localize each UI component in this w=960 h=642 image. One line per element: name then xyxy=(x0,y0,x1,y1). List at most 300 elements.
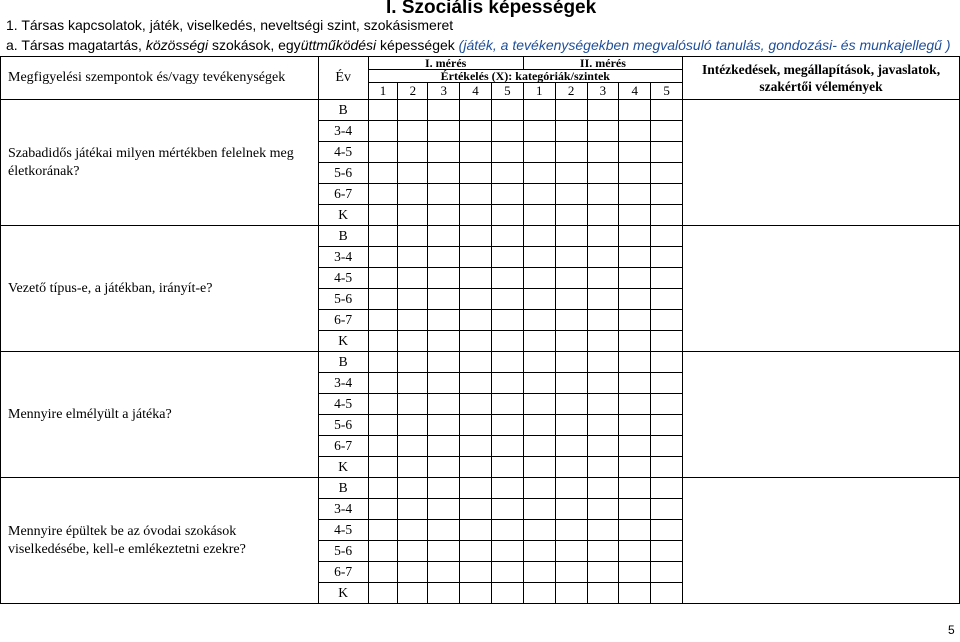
evaluation-cell[interactable] xyxy=(398,352,428,373)
evaluation-cell[interactable] xyxy=(587,121,619,142)
subsection-mid-2: képességek xyxy=(376,37,459,53)
evaluation-cell[interactable] xyxy=(523,142,555,163)
year-cell: 3-4 xyxy=(318,247,368,268)
evaluation-cell[interactable] xyxy=(368,331,398,352)
evaluation-cell[interactable] xyxy=(619,142,651,163)
evaluation-cell[interactable] xyxy=(587,373,619,394)
evaluation-cell[interactable] xyxy=(428,541,460,562)
evaluation-cell[interactable] xyxy=(460,100,492,121)
evaluation-cell[interactable] xyxy=(398,100,428,121)
evaluation-cell[interactable] xyxy=(398,331,428,352)
year-cell: K xyxy=(318,205,368,226)
evaluation-cell[interactable] xyxy=(491,226,523,247)
evaluation-cell[interactable] xyxy=(491,184,523,205)
evaluation-cell[interactable] xyxy=(587,583,619,604)
evaluation-cell[interactable] xyxy=(555,520,587,541)
evaluation-cell[interactable] xyxy=(651,520,683,541)
evaluation-cell[interactable] xyxy=(368,247,398,268)
evaluation-cell[interactable] xyxy=(523,163,555,184)
evaluation-cell[interactable] xyxy=(428,478,460,499)
evaluation-cell[interactable] xyxy=(555,289,587,310)
evaluation-cell[interactable] xyxy=(523,226,555,247)
evaluation-cell[interactable] xyxy=(587,205,619,226)
evaluation-cell[interactable] xyxy=(555,163,587,184)
subsection-activities: (játék, a tevékenységekben megvalósuló tanulás, gondozási- és munkajellegű ) xyxy=(458,37,951,53)
evaluation-cell[interactable] xyxy=(587,520,619,541)
evaluation-cell[interactable] xyxy=(587,289,619,310)
evaluation-cell[interactable] xyxy=(555,541,587,562)
measurement-2-header: II. mérés xyxy=(523,57,682,70)
level-header-m1-2: 2 xyxy=(398,83,428,100)
evaluation-cell[interactable] xyxy=(523,205,555,226)
evaluation-cell[interactable] xyxy=(460,268,492,289)
evaluation-cell[interactable] xyxy=(523,394,555,415)
evaluation-cell[interactable] xyxy=(368,184,398,205)
year-cell: 4-5 xyxy=(318,268,368,289)
evaluation-cell[interactable] xyxy=(523,310,555,331)
evaluation-cell[interactable] xyxy=(398,373,428,394)
evaluation-cell[interactable] xyxy=(368,142,398,163)
criterion-cell: Vezető típus-e, a játékban, irányít-e? xyxy=(1,226,319,352)
evaluation-cell[interactable] xyxy=(460,163,492,184)
evaluation-cell[interactable] xyxy=(523,289,555,310)
year-cell: 5-6 xyxy=(318,163,368,184)
evaluation-cell[interactable] xyxy=(398,205,428,226)
evaluation-cell[interactable] xyxy=(368,583,398,604)
notes-cell[interactable] xyxy=(683,478,960,604)
evaluation-cell[interactable] xyxy=(428,394,460,415)
evaluation-cell[interactable] xyxy=(523,121,555,142)
level-header-m1-5: 5 xyxy=(491,83,523,100)
year-cell: 6-7 xyxy=(318,436,368,457)
evaluation-cell[interactable] xyxy=(555,457,587,478)
evaluation-cell[interactable] xyxy=(587,499,619,520)
notes-cell[interactable] xyxy=(683,100,960,226)
evaluation-cell[interactable] xyxy=(651,331,683,352)
evaluation-cell[interactable] xyxy=(619,520,651,541)
evaluation-cell[interactable] xyxy=(587,562,619,583)
evaluation-cell[interactable] xyxy=(555,583,587,604)
subsection-italic-2: üttműködési xyxy=(300,37,377,53)
evaluation-cell[interactable] xyxy=(651,457,683,478)
criterion-cell: Mennyire épültek be az óvodai szokások viselkedésébe, kell-e emlékeztetni ezekre? xyxy=(1,478,319,604)
year-cell: 3-4 xyxy=(318,373,368,394)
evaluation-cell[interactable] xyxy=(587,184,619,205)
evaluation-cell[interactable] xyxy=(491,541,523,562)
notes-cell[interactable] xyxy=(683,352,960,478)
year-cell: B xyxy=(318,352,368,373)
evaluation-cell[interactable] xyxy=(555,121,587,142)
page-number: 5 xyxy=(948,623,955,637)
evaluation-cell[interactable] xyxy=(460,121,492,142)
level-header-m2-1: 1 xyxy=(523,83,555,100)
evaluation-cell[interactable] xyxy=(368,520,398,541)
evaluation-cell[interactable] xyxy=(368,268,398,289)
evaluation-cell[interactable] xyxy=(368,205,398,226)
evaluation-cell[interactable] xyxy=(368,457,398,478)
evaluation-cell[interactable] xyxy=(398,142,428,163)
evaluation-cell[interactable] xyxy=(555,373,587,394)
evaluation-cell[interactable] xyxy=(460,247,492,268)
evaluation-cell[interactable] xyxy=(619,436,651,457)
evaluation-cell[interactable] xyxy=(587,331,619,352)
evaluation-cell[interactable] xyxy=(587,415,619,436)
evaluation-cell[interactable] xyxy=(555,394,587,415)
year-cell: K xyxy=(318,331,368,352)
evaluation-cell[interactable] xyxy=(460,373,492,394)
evaluation-cell[interactable] xyxy=(491,310,523,331)
evaluation-cell[interactable] xyxy=(460,415,492,436)
year-cell: K xyxy=(318,583,368,604)
evaluation-cell[interactable] xyxy=(428,121,460,142)
evaluation-cell[interactable] xyxy=(523,562,555,583)
evaluation-cell[interactable] xyxy=(460,352,492,373)
evaluation-cell[interactable] xyxy=(460,499,492,520)
evaluation-cell[interactable] xyxy=(619,289,651,310)
evaluation-cell[interactable] xyxy=(523,499,555,520)
evaluation-cell[interactable] xyxy=(491,478,523,499)
evaluation-cell[interactable] xyxy=(491,121,523,142)
evaluation-cell[interactable] xyxy=(428,583,460,604)
evaluation-cell[interactable] xyxy=(428,310,460,331)
evaluation-cell[interactable] xyxy=(491,100,523,121)
evaluation-cell[interactable] xyxy=(523,184,555,205)
evaluation-cell[interactable] xyxy=(460,289,492,310)
evaluation-cell[interactable] xyxy=(398,394,428,415)
evaluation-cell[interactable] xyxy=(619,247,651,268)
evaluation-cell[interactable] xyxy=(587,226,619,247)
evaluation-cell[interactable] xyxy=(368,163,398,184)
evaluation-cell[interactable] xyxy=(398,541,428,562)
evaluation-cell[interactable] xyxy=(460,331,492,352)
evaluation-cell[interactable] xyxy=(460,394,492,415)
evaluation-cell[interactable] xyxy=(651,268,683,289)
evaluation-cell[interactable] xyxy=(368,310,398,331)
level-header-m1-3: 3 xyxy=(428,83,460,100)
evaluation-cell[interactable] xyxy=(523,583,555,604)
evaluation-cell[interactable] xyxy=(460,310,492,331)
evaluation-cell[interactable] xyxy=(398,478,428,499)
evaluation-cell[interactable] xyxy=(368,352,398,373)
year-cell: 3-4 xyxy=(318,499,368,520)
evaluation-cell[interactable] xyxy=(428,100,460,121)
evaluation-cell[interactable] xyxy=(368,121,398,142)
evaluation-cell[interactable] xyxy=(398,163,428,184)
evaluation-cell[interactable] xyxy=(428,247,460,268)
measurement-1-header: I. mérés xyxy=(368,57,523,70)
level-header-m1-4: 4 xyxy=(460,83,492,100)
year-cell: 5-6 xyxy=(318,289,368,310)
evaluation-cell[interactable] xyxy=(460,184,492,205)
evaluation-cell[interactable] xyxy=(428,226,460,247)
evaluation-cell[interactable] xyxy=(491,163,523,184)
evaluation-cell[interactable] xyxy=(555,226,587,247)
notes-header: Intézkedések, megállapítások, javaslatok, szakértői vélemények xyxy=(683,57,960,100)
level-header-m2-5: 5 xyxy=(651,83,683,100)
year-cell: B xyxy=(318,226,368,247)
evaluation-cell[interactable] xyxy=(523,331,555,352)
evaluation-cell[interactable] xyxy=(491,205,523,226)
evaluation-cell[interactable] xyxy=(523,352,555,373)
year-cell: 6-7 xyxy=(318,310,368,331)
evaluation-cell[interactable] xyxy=(368,226,398,247)
table-row xyxy=(1,226,960,247)
evaluation-cell[interactable] xyxy=(587,457,619,478)
evaluation-cell[interactable] xyxy=(619,499,651,520)
evaluation-cell[interactable] xyxy=(491,352,523,373)
evaluation-cell[interactable] xyxy=(555,268,587,289)
evaluation-cell[interactable] xyxy=(398,289,428,310)
evaluation-cell[interactable] xyxy=(523,478,555,499)
evaluation-cell[interactable] xyxy=(428,352,460,373)
evaluation-cell[interactable] xyxy=(619,226,651,247)
evaluation-cell[interactable] xyxy=(428,415,460,436)
evaluation-cell[interactable] xyxy=(619,394,651,415)
evaluation-cell[interactable] xyxy=(491,415,523,436)
evaluation-cell[interactable] xyxy=(523,520,555,541)
evaluation-cell[interactable] xyxy=(523,100,555,121)
evaluation-cell[interactable] xyxy=(619,121,651,142)
evaluation-cell[interactable] xyxy=(368,289,398,310)
evaluation-cell[interactable] xyxy=(651,226,683,247)
evaluation-header: Értékelés (X): kategóriák/szintek xyxy=(368,70,682,83)
evaluation-cell[interactable] xyxy=(555,352,587,373)
evaluation-cell[interactable] xyxy=(491,520,523,541)
evaluation-cell[interactable] xyxy=(523,247,555,268)
level-header-m2-3: 3 xyxy=(587,83,619,100)
evaluation-cell[interactable] xyxy=(491,289,523,310)
evaluation-cell[interactable] xyxy=(555,478,587,499)
evaluation-cell[interactable] xyxy=(587,352,619,373)
evaluation-cell[interactable] xyxy=(491,562,523,583)
evaluation-cell[interactable] xyxy=(491,583,523,604)
year-cell: 6-7 xyxy=(318,184,368,205)
evaluation-cell[interactable] xyxy=(398,184,428,205)
evaluation-cell[interactable] xyxy=(651,205,683,226)
evaluation-cell[interactable] xyxy=(398,415,428,436)
subsection-italic-1: közösségi xyxy=(145,37,209,53)
table-row xyxy=(1,100,960,121)
evaluation-cell[interactable] xyxy=(460,562,492,583)
evaluation-cell[interactable] xyxy=(428,163,460,184)
year-cell: 3-4 xyxy=(318,121,368,142)
evaluation-cell[interactable] xyxy=(398,583,428,604)
evaluation-cell[interactable] xyxy=(619,415,651,436)
year-cell: B xyxy=(318,100,368,121)
evaluation-cell[interactable] xyxy=(651,562,683,583)
evaluation-cell[interactable] xyxy=(368,541,398,562)
evaluation-cell[interactable] xyxy=(619,184,651,205)
evaluation-cell[interactable] xyxy=(555,436,587,457)
evaluation-cell[interactable] xyxy=(523,541,555,562)
notes-cell[interactable] xyxy=(683,226,960,352)
evaluation-cell[interactable] xyxy=(460,436,492,457)
evaluation-cell[interactable] xyxy=(555,331,587,352)
evaluation-cell[interactable] xyxy=(587,394,619,415)
evaluation-cell[interactable] xyxy=(491,499,523,520)
evaluation-cell[interactable] xyxy=(368,415,398,436)
evaluation-cell[interactable] xyxy=(587,100,619,121)
table-row xyxy=(1,352,960,373)
evaluation-cell[interactable] xyxy=(491,457,523,478)
evaluation-cell[interactable] xyxy=(555,184,587,205)
evaluation-cell[interactable] xyxy=(398,499,428,520)
evaluation-cell[interactable] xyxy=(398,121,428,142)
evaluation-cell[interactable] xyxy=(651,289,683,310)
evaluation-cell[interactable] xyxy=(587,247,619,268)
evaluation-cell[interactable] xyxy=(398,226,428,247)
evaluation-cell[interactable] xyxy=(460,478,492,499)
evaluation-cell[interactable] xyxy=(651,163,683,184)
evaluation-cell[interactable] xyxy=(651,352,683,373)
observation-table xyxy=(0,56,960,604)
criteria-header: Megfigyelési szempontok és/vagy tevékenységek xyxy=(1,57,319,100)
evaluation-cell[interactable] xyxy=(619,562,651,583)
evaluation-cell[interactable] xyxy=(651,100,683,121)
year-cell: 5-6 xyxy=(318,541,368,562)
year-header: Év xyxy=(318,57,368,100)
evaluation-cell[interactable] xyxy=(368,436,398,457)
evaluation-cell[interactable] xyxy=(368,499,398,520)
evaluation-cell[interactable] xyxy=(428,520,460,541)
evaluation-cell[interactable] xyxy=(398,520,428,541)
evaluation-cell[interactable] xyxy=(523,436,555,457)
evaluation-cell[interactable] xyxy=(428,499,460,520)
evaluation-cell[interactable] xyxy=(619,373,651,394)
subsection-mid-1: szokások, egy xyxy=(208,37,301,53)
evaluation-cell[interactable] xyxy=(460,520,492,541)
evaluation-cell[interactable] xyxy=(368,373,398,394)
evaluation-cell[interactable] xyxy=(428,436,460,457)
evaluation-cell[interactable] xyxy=(587,310,619,331)
evaluation-cell[interactable] xyxy=(651,436,683,457)
evaluation-cell[interactable] xyxy=(651,478,683,499)
evaluation-cell[interactable] xyxy=(651,583,683,604)
evaluation-cell[interactable] xyxy=(523,373,555,394)
evaluation-cell[interactable] xyxy=(398,562,428,583)
evaluation-cell[interactable] xyxy=(491,247,523,268)
evaluation-cell[interactable] xyxy=(587,478,619,499)
evaluation-cell[interactable] xyxy=(587,142,619,163)
evaluation-cell[interactable] xyxy=(619,331,651,352)
evaluation-cell[interactable] xyxy=(460,142,492,163)
evaluation-cell[interactable] xyxy=(651,415,683,436)
evaluation-cell[interactable] xyxy=(619,478,651,499)
evaluation-cell[interactable] xyxy=(587,163,619,184)
evaluation-cell[interactable] xyxy=(428,142,460,163)
evaluation-cell[interactable] xyxy=(491,142,523,163)
year-cell: 4-5 xyxy=(318,520,368,541)
section-heading: 1. Társas kapcsolatok, játék, viselkedés, neveltségi szint, szokásismeret xyxy=(6,17,454,33)
evaluation-cell[interactable] xyxy=(398,457,428,478)
evaluation-cell[interactable] xyxy=(651,247,683,268)
evaluation-cell[interactable] xyxy=(460,457,492,478)
subsection-prefix: a. Társas magatartás, xyxy=(6,37,146,53)
evaluation-cell[interactable] xyxy=(428,184,460,205)
page-title: I. Szociális képességek xyxy=(386,0,597,18)
year-cell: 4-5 xyxy=(318,394,368,415)
evaluation-cell[interactable] xyxy=(428,373,460,394)
evaluation-cell[interactable] xyxy=(428,205,460,226)
evaluation-cell[interactable] xyxy=(491,436,523,457)
evaluation-cell[interactable] xyxy=(651,499,683,520)
evaluation-cell[interactable] xyxy=(619,205,651,226)
evaluation-cell[interactable] xyxy=(368,394,398,415)
evaluation-cell[interactable] xyxy=(651,541,683,562)
year-cell: 4-5 xyxy=(318,142,368,163)
evaluation-cell[interactable] xyxy=(460,583,492,604)
evaluation-cell[interactable] xyxy=(523,457,555,478)
evaluation-cell[interactable] xyxy=(523,268,555,289)
evaluation-cell[interactable] xyxy=(651,310,683,331)
evaluation-cell[interactable] xyxy=(587,436,619,457)
evaluation-cell[interactable] xyxy=(651,394,683,415)
evaluation-cell[interactable] xyxy=(619,310,651,331)
evaluation-cell[interactable] xyxy=(368,478,398,499)
evaluation-cell[interactable] xyxy=(491,331,523,352)
evaluation-cell[interactable] xyxy=(619,268,651,289)
evaluation-cell[interactable] xyxy=(555,100,587,121)
evaluation-cell[interactable] xyxy=(587,541,619,562)
evaluation-cell[interactable] xyxy=(619,352,651,373)
evaluation-cell[interactable] xyxy=(619,100,651,121)
evaluation-cell[interactable] xyxy=(398,310,428,331)
evaluation-cell[interactable] xyxy=(491,394,523,415)
evaluation-cell[interactable] xyxy=(428,289,460,310)
evaluation-cell[interactable] xyxy=(555,415,587,436)
evaluation-cell[interactable] xyxy=(619,457,651,478)
level-header-m1-1: 1 xyxy=(368,83,398,100)
evaluation-cell[interactable] xyxy=(491,373,523,394)
criterion-cell: Mennyire elmélyült a játéka? xyxy=(1,352,319,478)
evaluation-cell[interactable] xyxy=(428,268,460,289)
evaluation-cell[interactable] xyxy=(460,541,492,562)
year-cell: 5-6 xyxy=(318,415,368,436)
evaluation-cell[interactable] xyxy=(398,436,428,457)
evaluation-cell[interactable] xyxy=(651,373,683,394)
evaluation-cell[interactable] xyxy=(398,247,428,268)
level-header-m2-4: 4 xyxy=(619,83,651,100)
evaluation-cell[interactable] xyxy=(368,100,398,121)
level-header-m2-2: 2 xyxy=(555,83,587,100)
evaluation-cell[interactable] xyxy=(491,268,523,289)
evaluation-cell[interactable] xyxy=(523,415,555,436)
evaluation-cell[interactable] xyxy=(555,499,587,520)
evaluation-cell[interactable] xyxy=(651,184,683,205)
evaluation-cell[interactable] xyxy=(555,310,587,331)
evaluation-cell[interactable] xyxy=(555,205,587,226)
evaluation-cell[interactable] xyxy=(460,226,492,247)
evaluation-cell[interactable] xyxy=(398,268,428,289)
evaluation-cell[interactable] xyxy=(619,583,651,604)
evaluation-cell[interactable] xyxy=(428,562,460,583)
year-cell: K xyxy=(318,457,368,478)
evaluation-cell[interactable] xyxy=(587,268,619,289)
evaluation-cell[interactable] xyxy=(555,142,587,163)
evaluation-cell[interactable] xyxy=(428,331,460,352)
evaluation-cell[interactable] xyxy=(619,163,651,184)
evaluation-cell[interactable] xyxy=(651,142,683,163)
evaluation-cell[interactable] xyxy=(368,562,398,583)
evaluation-cell[interactable] xyxy=(651,121,683,142)
year-cell: 6-7 xyxy=(318,562,368,583)
evaluation-cell[interactable] xyxy=(619,541,651,562)
criterion-cell: Szabadidős játékai milyen mértékben felelnek meg életkorának? xyxy=(1,100,319,226)
evaluation-cell[interactable] xyxy=(555,562,587,583)
evaluation-cell[interactable] xyxy=(428,457,460,478)
evaluation-cell[interactable] xyxy=(460,205,492,226)
evaluation-cell[interactable] xyxy=(555,247,587,268)
